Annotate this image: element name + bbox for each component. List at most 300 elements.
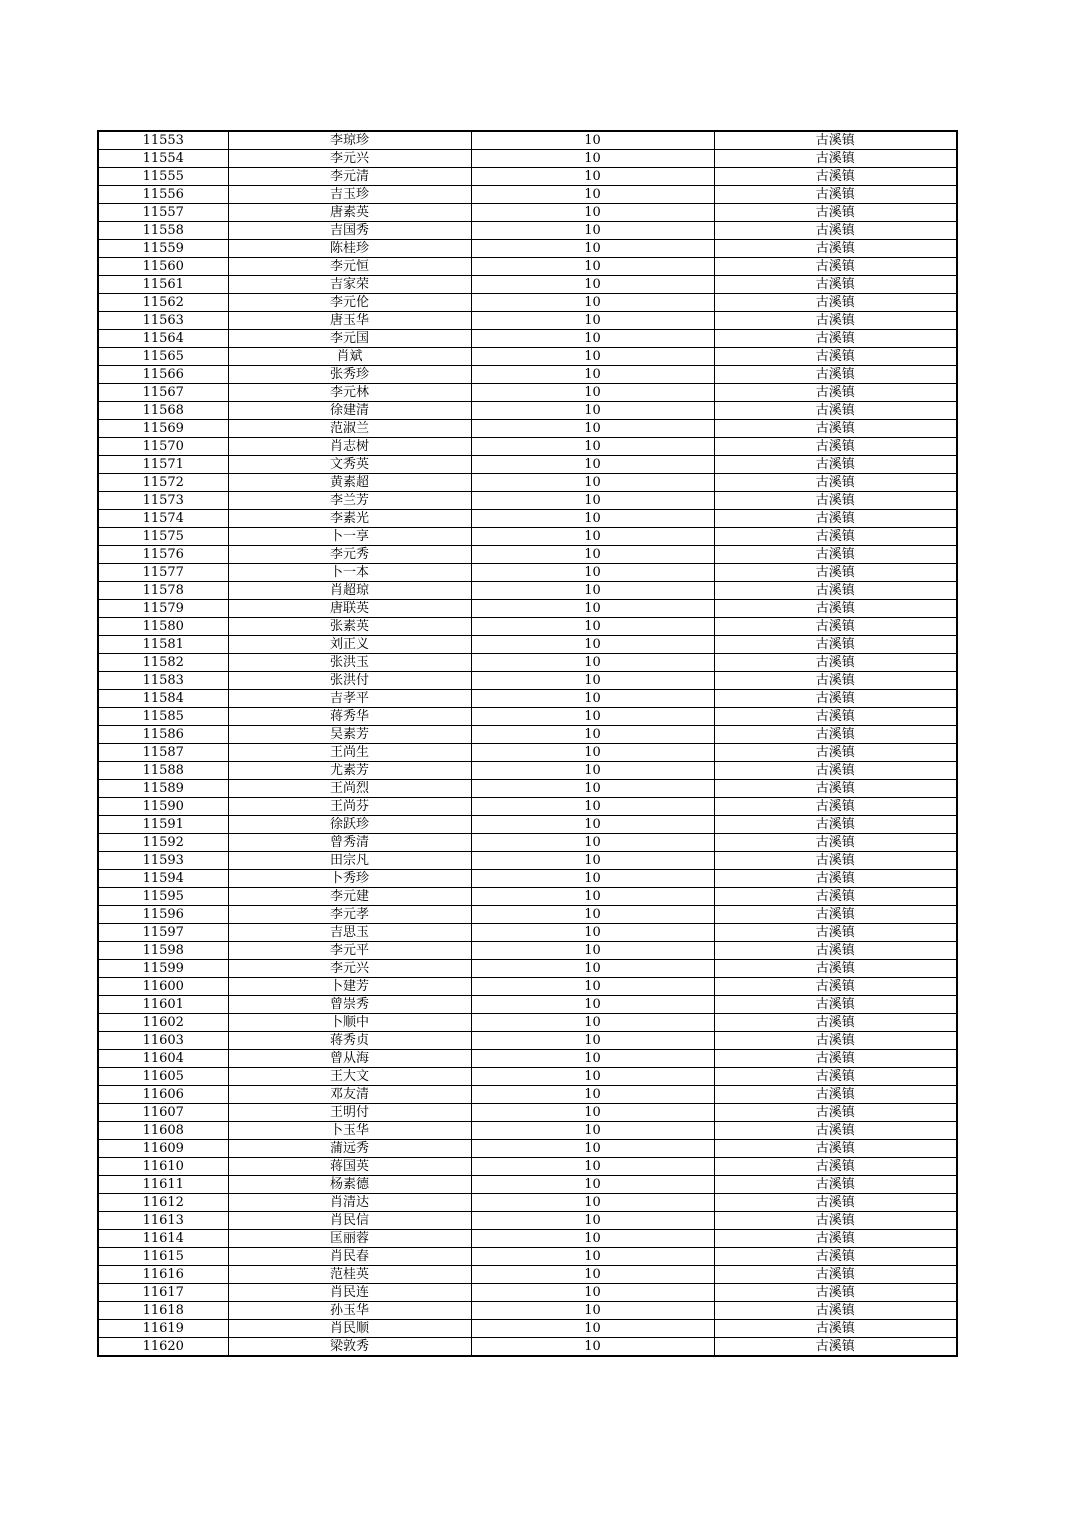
person-name-cell: 曾从海	[228, 1050, 471, 1068]
table-row	[98, 492, 957, 510]
town-name-cell: 古溪镇	[714, 348, 957, 366]
person-name-cell: 蒋秀贞	[228, 1032, 471, 1050]
row-number-cell: 11610	[98, 1158, 228, 1176]
amount-cell: 10	[471, 1122, 714, 1140]
person-name-cell: 肖清达	[228, 1194, 471, 1212]
town-name-cell: 古溪镇	[714, 978, 957, 996]
amount-cell: 10	[471, 618, 714, 636]
row-number-cell: 11555	[98, 168, 228, 186]
row-number-cell: 11619	[98, 1320, 228, 1338]
row-number-cell: 11589	[98, 780, 228, 798]
person-name-cell: 李元秀	[228, 546, 471, 564]
amount-cell: 10	[471, 1302, 714, 1320]
row-number-cell: 11608	[98, 1122, 228, 1140]
person-name-cell: 肖志树	[228, 438, 471, 456]
town-name-cell: 古溪镇	[714, 131, 957, 150]
amount-cell: 10	[471, 816, 714, 834]
table-row	[98, 834, 957, 852]
amount-cell: 10	[471, 924, 714, 942]
amount-cell: 10	[471, 978, 714, 996]
town-name-cell: 古溪镇	[714, 456, 957, 474]
amount-cell: 10	[471, 312, 714, 330]
amount-cell: 10	[471, 1158, 714, 1176]
amount-cell: 10	[471, 960, 714, 978]
table-row	[98, 1176, 957, 1194]
person-name-cell: 李元清	[228, 168, 471, 186]
amount-cell: 10	[471, 456, 714, 474]
town-name-cell: 古溪镇	[714, 744, 957, 762]
town-name-cell: 古溪镇	[714, 402, 957, 420]
person-name-cell: 卜顺中	[228, 1014, 471, 1032]
table-row	[98, 168, 957, 186]
table-row	[98, 186, 957, 204]
amount-cell: 10	[471, 942, 714, 960]
person-name-cell: 李琼珍	[228, 131, 471, 150]
row-number-cell: 11616	[98, 1266, 228, 1284]
row-number-cell: 11558	[98, 222, 228, 240]
table-row	[98, 1086, 957, 1104]
amount-cell: 10	[471, 906, 714, 924]
town-name-cell: 古溪镇	[714, 672, 957, 690]
row-number-cell: 11606	[98, 1086, 228, 1104]
person-name-cell: 文秀英	[228, 456, 471, 474]
table-row	[98, 528, 957, 546]
row-number-cell: 11591	[98, 816, 228, 834]
town-name-cell: 古溪镇	[714, 492, 957, 510]
amount-cell: 10	[471, 186, 714, 204]
person-name-cell: 吉玉珍	[228, 186, 471, 204]
table-row	[98, 366, 957, 384]
table-row	[98, 456, 957, 474]
person-name-cell: 卜秀珍	[228, 870, 471, 888]
town-name-cell: 古溪镇	[714, 582, 957, 600]
amount-cell: 10	[471, 1014, 714, 1032]
person-name-cell: 张洪玉	[228, 654, 471, 672]
row-number-cell: 11568	[98, 402, 228, 420]
town-name-cell: 古溪镇	[714, 564, 957, 582]
person-name-cell: 肖斌	[228, 348, 471, 366]
row-number-cell: 11594	[98, 870, 228, 888]
person-name-cell: 李元建	[228, 888, 471, 906]
town-name-cell: 古溪镇	[714, 204, 957, 222]
row-number-cell: 11583	[98, 672, 228, 690]
table-row	[98, 474, 957, 492]
town-name-cell: 古溪镇	[714, 1140, 957, 1158]
person-name-cell: 肖超琼	[228, 582, 471, 600]
row-number-cell: 11618	[98, 1302, 228, 1320]
town-name-cell: 古溪镇	[714, 1230, 957, 1248]
row-number-cell: 11554	[98, 150, 228, 168]
amount-cell: 10	[471, 888, 714, 906]
amount-cell: 10	[471, 1248, 714, 1266]
amount-cell: 10	[471, 744, 714, 762]
person-name-cell: 吉国秀	[228, 222, 471, 240]
person-name-cell: 张秀珍	[228, 366, 471, 384]
table-row	[98, 150, 957, 168]
person-name-cell: 蒋国英	[228, 1158, 471, 1176]
row-number-cell: 11599	[98, 960, 228, 978]
town-name-cell: 古溪镇	[714, 150, 957, 168]
table-row	[98, 1014, 957, 1032]
amount-cell: 10	[471, 762, 714, 780]
amount-cell: 10	[471, 348, 714, 366]
town-name-cell: 古溪镇	[714, 780, 957, 798]
table-row	[98, 1302, 957, 1320]
town-name-cell: 古溪镇	[714, 1212, 957, 1230]
amount-cell: 10	[471, 1050, 714, 1068]
town-name-cell: 古溪镇	[714, 384, 957, 402]
person-name-cell: 王明付	[228, 1104, 471, 1122]
table-row	[98, 1158, 957, 1176]
table-row	[98, 1194, 957, 1212]
amount-cell: 10	[471, 204, 714, 222]
person-name-cell: 李元平	[228, 942, 471, 960]
table-row	[98, 1104, 957, 1122]
row-number-cell: 11564	[98, 330, 228, 348]
town-name-cell: 古溪镇	[714, 1176, 957, 1194]
row-number-cell: 11580	[98, 618, 228, 636]
person-name-cell: 卜玉华	[228, 1122, 471, 1140]
person-name-cell: 黄素超	[228, 474, 471, 492]
person-name-cell: 李元伦	[228, 294, 471, 312]
town-name-cell: 古溪镇	[714, 618, 957, 636]
table-row	[98, 726, 957, 744]
person-name-cell: 李元林	[228, 384, 471, 402]
table-row	[98, 330, 957, 348]
person-name-cell: 匡丽蓉	[228, 1230, 471, 1248]
table-row	[98, 798, 957, 816]
row-number-cell: 11574	[98, 510, 228, 528]
roster-table	[97, 130, 958, 1357]
person-name-cell: 吉家荣	[228, 276, 471, 294]
town-name-cell: 古溪镇	[714, 762, 957, 780]
person-name-cell: 邓友清	[228, 1086, 471, 1104]
person-name-cell: 唐素英	[228, 204, 471, 222]
table-row	[98, 636, 957, 654]
town-name-cell: 古溪镇	[714, 294, 957, 312]
person-name-cell: 卜一本	[228, 564, 471, 582]
amount-cell: 10	[471, 258, 714, 276]
town-name-cell: 古溪镇	[714, 276, 957, 294]
town-name-cell: 古溪镇	[714, 1014, 957, 1032]
person-name-cell: 陈桂珍	[228, 240, 471, 258]
table-row	[98, 1050, 957, 1068]
person-name-cell: 卜建芳	[228, 978, 471, 996]
row-number-cell: 11587	[98, 744, 228, 762]
amount-cell: 10	[471, 654, 714, 672]
table-row	[98, 1032, 957, 1050]
town-name-cell: 古溪镇	[714, 834, 957, 852]
amount-cell: 10	[471, 240, 714, 258]
amount-cell: 10	[471, 1320, 714, 1338]
row-number-cell: 11567	[98, 384, 228, 402]
table-row	[98, 1266, 957, 1284]
table-row	[98, 276, 957, 294]
amount-cell: 10	[471, 798, 714, 816]
table-row	[98, 1212, 957, 1230]
table-row	[98, 852, 957, 870]
town-name-cell: 古溪镇	[714, 258, 957, 276]
person-name-cell: 曾崇秀	[228, 996, 471, 1014]
table-row	[98, 131, 957, 150]
row-number-cell: 11590	[98, 798, 228, 816]
person-name-cell: 李元兴	[228, 150, 471, 168]
town-name-cell: 古溪镇	[714, 816, 957, 834]
amount-cell: 10	[471, 1284, 714, 1302]
amount-cell: 10	[471, 1194, 714, 1212]
amount-cell: 10	[471, 1068, 714, 1086]
person-name-cell: 王尚生	[228, 744, 471, 762]
row-number-cell: 11601	[98, 996, 228, 1014]
table-row	[98, 906, 957, 924]
person-name-cell: 孙玉华	[228, 1302, 471, 1320]
town-name-cell: 古溪镇	[714, 870, 957, 888]
table-row	[98, 348, 957, 366]
row-number-cell: 11560	[98, 258, 228, 276]
person-name-cell: 李兰芳	[228, 492, 471, 510]
row-number-cell: 11582	[98, 654, 228, 672]
person-name-cell: 刘正义	[228, 636, 471, 654]
table-row	[98, 1338, 957, 1357]
row-number-cell: 11569	[98, 420, 228, 438]
person-name-cell: 肖民顺	[228, 1320, 471, 1338]
row-number-cell: 11584	[98, 690, 228, 708]
amount-cell: 10	[471, 492, 714, 510]
person-name-cell: 肖民连	[228, 1284, 471, 1302]
amount-cell: 10	[471, 780, 714, 798]
amount-cell: 10	[471, 1266, 714, 1284]
person-name-cell: 吴素芳	[228, 726, 471, 744]
amount-cell: 10	[471, 870, 714, 888]
town-name-cell: 古溪镇	[714, 420, 957, 438]
row-number-cell: 11614	[98, 1230, 228, 1248]
town-name-cell: 古溪镇	[714, 222, 957, 240]
amount-cell: 10	[471, 546, 714, 564]
table-row	[98, 762, 957, 780]
row-number-cell: 11609	[98, 1140, 228, 1158]
amount-cell: 10	[471, 834, 714, 852]
row-number-cell: 11563	[98, 312, 228, 330]
person-name-cell: 张素英	[228, 618, 471, 636]
row-number-cell: 11566	[98, 366, 228, 384]
row-number-cell: 11603	[98, 1032, 228, 1050]
row-number-cell: 11557	[98, 204, 228, 222]
row-number-cell: 11581	[98, 636, 228, 654]
person-name-cell: 李素光	[228, 510, 471, 528]
town-name-cell: 古溪镇	[714, 942, 957, 960]
row-number-cell: 11598	[98, 942, 228, 960]
table-row	[98, 870, 957, 888]
person-name-cell: 范淑兰	[228, 420, 471, 438]
town-name-cell: 古溪镇	[714, 366, 957, 384]
town-name-cell: 古溪镇	[714, 1284, 957, 1302]
amount-cell: 10	[471, 1086, 714, 1104]
person-name-cell: 唐玉华	[228, 312, 471, 330]
person-name-cell: 王尚烈	[228, 780, 471, 798]
person-name-cell: 张洪付	[228, 672, 471, 690]
town-name-cell: 古溪镇	[714, 1302, 957, 1320]
roster-body	[98, 131, 957, 1356]
table-row	[98, 672, 957, 690]
town-name-cell: 古溪镇	[714, 168, 957, 186]
table-row	[98, 708, 957, 726]
row-number-cell: 11612	[98, 1194, 228, 1212]
row-number-cell: 11577	[98, 564, 228, 582]
amount-cell: 10	[471, 1140, 714, 1158]
person-name-cell: 吉思玉	[228, 924, 471, 942]
amount-cell: 10	[471, 330, 714, 348]
table-row	[98, 402, 957, 420]
row-number-cell: 11592	[98, 834, 228, 852]
person-name-cell: 李元国	[228, 330, 471, 348]
row-number-cell: 11578	[98, 582, 228, 600]
row-number-cell: 11576	[98, 546, 228, 564]
amount-cell: 10	[471, 420, 714, 438]
town-name-cell: 古溪镇	[714, 186, 957, 204]
row-number-cell: 11615	[98, 1248, 228, 1266]
row-number-cell: 11573	[98, 492, 228, 510]
town-name-cell: 古溪镇	[714, 1266, 957, 1284]
person-name-cell: 唐联英	[228, 600, 471, 618]
row-number-cell: 11579	[98, 600, 228, 618]
row-number-cell: 11604	[98, 1050, 228, 1068]
table-row	[98, 1284, 957, 1302]
row-number-cell: 11613	[98, 1212, 228, 1230]
person-name-cell: 梁敦秀	[228, 1338, 471, 1357]
town-name-cell: 古溪镇	[714, 690, 957, 708]
town-name-cell: 古溪镇	[714, 906, 957, 924]
row-number-cell: 11600	[98, 978, 228, 996]
table-row	[98, 1248, 957, 1266]
row-number-cell: 11597	[98, 924, 228, 942]
table-row	[98, 1320, 957, 1338]
town-name-cell: 古溪镇	[714, 960, 957, 978]
row-number-cell: 11611	[98, 1176, 228, 1194]
town-name-cell: 古溪镇	[714, 312, 957, 330]
row-number-cell: 11617	[98, 1284, 228, 1302]
amount-cell: 10	[471, 131, 714, 150]
town-name-cell: 古溪镇	[714, 1050, 957, 1068]
row-number-cell: 11553	[98, 131, 228, 150]
person-name-cell: 王大文	[228, 1068, 471, 1086]
amount-cell: 10	[471, 366, 714, 384]
amount-cell: 10	[471, 474, 714, 492]
amount-cell: 10	[471, 636, 714, 654]
person-name-cell: 李元兴	[228, 960, 471, 978]
table-row	[98, 384, 957, 402]
table-row	[98, 312, 957, 330]
row-number-cell: 11559	[98, 240, 228, 258]
amount-cell: 10	[471, 1338, 714, 1357]
amount-cell: 10	[471, 384, 714, 402]
town-name-cell: 古溪镇	[714, 1248, 957, 1266]
person-name-cell: 蒲远秀	[228, 1140, 471, 1158]
table-row	[98, 204, 957, 222]
table-row	[98, 1068, 957, 1086]
town-name-cell: 古溪镇	[714, 600, 957, 618]
amount-cell: 10	[471, 1230, 714, 1248]
town-name-cell: 古溪镇	[714, 240, 957, 258]
town-name-cell: 古溪镇	[714, 1158, 957, 1176]
person-name-cell: 王尚芬	[228, 798, 471, 816]
table-row	[98, 600, 957, 618]
row-number-cell: 11570	[98, 438, 228, 456]
town-name-cell: 古溪镇	[714, 888, 957, 906]
table-row	[98, 924, 957, 942]
town-name-cell: 古溪镇	[714, 510, 957, 528]
town-name-cell: 古溪镇	[714, 636, 957, 654]
table-row	[98, 294, 957, 312]
table-row	[98, 1140, 957, 1158]
town-name-cell: 古溪镇	[714, 438, 957, 456]
town-name-cell: 古溪镇	[714, 330, 957, 348]
person-name-cell: 杨素德	[228, 1176, 471, 1194]
amount-cell: 10	[471, 564, 714, 582]
amount-cell: 10	[471, 1176, 714, 1194]
table-row	[98, 690, 957, 708]
table-row	[98, 564, 957, 582]
row-number-cell: 11586	[98, 726, 228, 744]
town-name-cell: 古溪镇	[714, 1320, 957, 1338]
row-number-cell: 11575	[98, 528, 228, 546]
person-name-cell: 肖民信	[228, 1212, 471, 1230]
table-row	[98, 258, 957, 276]
amount-cell: 10	[471, 438, 714, 456]
table-row	[98, 1230, 957, 1248]
table-row	[98, 654, 957, 672]
table-row	[98, 546, 957, 564]
person-name-cell: 尤素芳	[228, 762, 471, 780]
town-name-cell: 古溪镇	[714, 1104, 957, 1122]
town-name-cell: 古溪镇	[714, 1032, 957, 1050]
amount-cell: 10	[471, 1212, 714, 1230]
table-row	[98, 744, 957, 762]
amount-cell: 10	[471, 150, 714, 168]
person-name-cell: 范桂英	[228, 1266, 471, 1284]
row-number-cell: 11561	[98, 276, 228, 294]
amount-cell: 10	[471, 582, 714, 600]
town-name-cell: 古溪镇	[714, 1086, 957, 1104]
table-row	[98, 942, 957, 960]
town-name-cell: 古溪镇	[714, 708, 957, 726]
town-name-cell: 古溪镇	[714, 654, 957, 672]
amount-cell: 10	[471, 510, 714, 528]
amount-cell: 10	[471, 528, 714, 546]
person-name-cell: 卜一享	[228, 528, 471, 546]
town-name-cell: 古溪镇	[714, 924, 957, 942]
person-name-cell: 曾秀清	[228, 834, 471, 852]
table-row	[98, 240, 957, 258]
person-name-cell: 吉孝平	[228, 690, 471, 708]
amount-cell: 10	[471, 708, 714, 726]
town-name-cell: 古溪镇	[714, 726, 957, 744]
amount-cell: 10	[471, 1104, 714, 1122]
table-row	[98, 582, 957, 600]
row-number-cell: 11588	[98, 762, 228, 780]
row-number-cell: 11620	[98, 1338, 228, 1357]
amount-cell: 10	[471, 168, 714, 186]
person-name-cell: 田宗凡	[228, 852, 471, 870]
amount-cell: 10	[471, 852, 714, 870]
person-name-cell: 李元孝	[228, 906, 471, 924]
row-number-cell: 11556	[98, 186, 228, 204]
table-row	[98, 618, 957, 636]
town-name-cell: 古溪镇	[714, 996, 957, 1014]
town-name-cell: 古溪镇	[714, 798, 957, 816]
table-row	[98, 816, 957, 834]
town-name-cell: 古溪镇	[714, 1122, 957, 1140]
table-row	[98, 978, 957, 996]
